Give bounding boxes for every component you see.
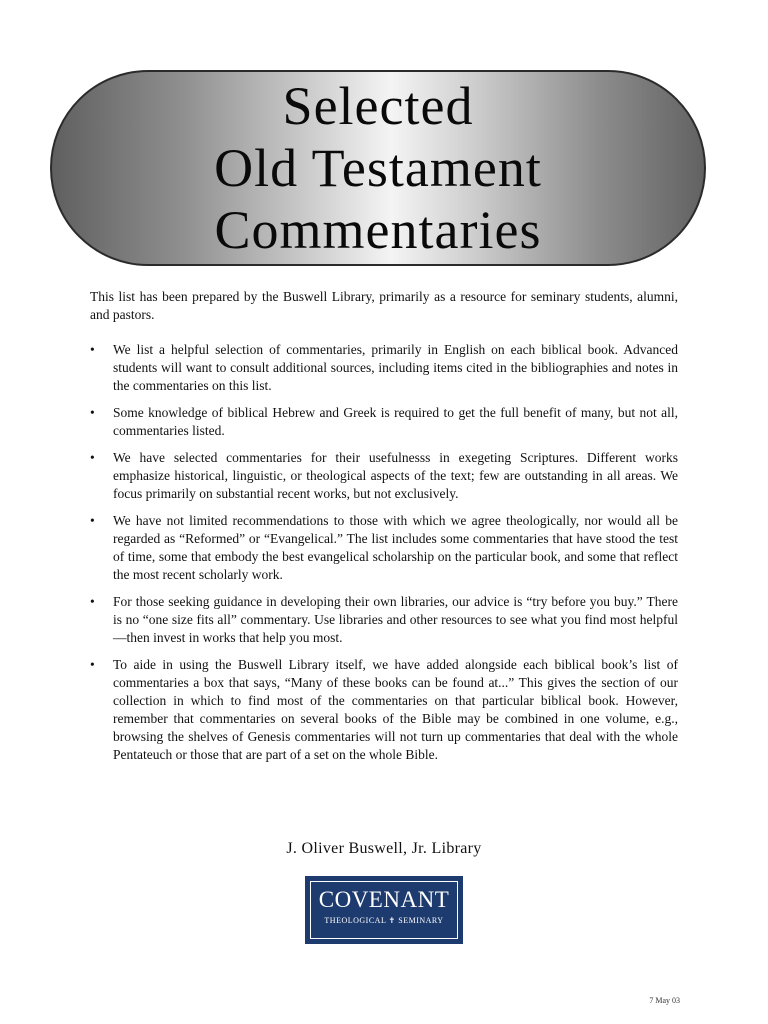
bullet-icon: • xyxy=(90,657,95,672)
library-name: J. Oliver Buswell, Jr. Library xyxy=(286,840,482,857)
list-item xyxy=(90,512,678,584)
title-line-3: Commentaries xyxy=(214,200,542,260)
title-line-1: Selected xyxy=(282,76,474,136)
bullet-icon: • xyxy=(90,594,95,609)
bullet-icon: • xyxy=(90,405,95,420)
document-body xyxy=(90,288,678,773)
list-item-text: For those seeking guidance in developing their own libraries, our advice is “try before you buy.” There is no “one size fits all” commentary. Use libraries and other resources to see what you find most helpful—then invest in works that help you most. xyxy=(113,594,678,645)
guidance-list xyxy=(90,341,678,764)
logo-sub-text: THEOLOGICAL ✝ SEMINARY xyxy=(324,916,444,925)
list-item xyxy=(90,404,678,440)
list-item-text: We list a helpful selection of commentaries, primarily in English on each biblical book. Advanced students will want to consult additional sources, including items cited in the bibliographies and notes in the commentaries on this list. xyxy=(113,342,678,393)
list-item xyxy=(90,656,678,764)
logo-main-text: COVENANT xyxy=(318,887,450,912)
bullet-icon: • xyxy=(90,513,95,528)
covenant-seminary-logo xyxy=(305,876,463,944)
title-banner xyxy=(50,70,706,266)
intro-paragraph: This list has been prepared by the Buswell Library, primarily as a resource for seminary students, alumni, and pastors. xyxy=(90,289,678,322)
title-line-2: Old Testament xyxy=(214,138,542,198)
bullet-icon: • xyxy=(90,342,95,357)
list-item xyxy=(90,593,678,647)
list-item-text: To aide in using the Buswell Library itself, we have added alongside each biblical book’s list of commentaries a box that says, “Many of these books can be found at...” This gives the section of our collection in which to find most of the commentaries on that particular biblical book. However, remember that commentaries on several books of the Bible may be combined in one volume, e.g., browsing the shelves of Genesis commentaries will not turn up commentaries that deal with the whole Pentateuch or those that are part of a set on the whole Bible. xyxy=(113,657,678,762)
date-mark: 7 May 03 xyxy=(649,996,680,1005)
list-item xyxy=(90,341,678,395)
list-item-text: We have not limited recommendations to those with which we agree theologically, nor would all be regarded as “Reformed” or “Evangelical.” The list includes some commentaries that have stood the test of time, some that embody the best evangelical scholarship on the particular book, and some that reflect the most recent scholarly work. xyxy=(113,513,678,582)
list-item-text: Some knowledge of biblical Hebrew and Greek is required to get the full benefit of many, but not all, commentaries listed. xyxy=(113,405,678,438)
list-item-text: We have selected commentaries for their usefulnesss in exegeting Scriptures. Different works emphasize historical, linguistic, or theological aspects of the text; few are outstanding in all areas. We focus primarily on substantial recent works, but not exclusively. xyxy=(113,450,678,501)
bullet-icon: • xyxy=(90,450,95,465)
list-item xyxy=(90,449,678,503)
